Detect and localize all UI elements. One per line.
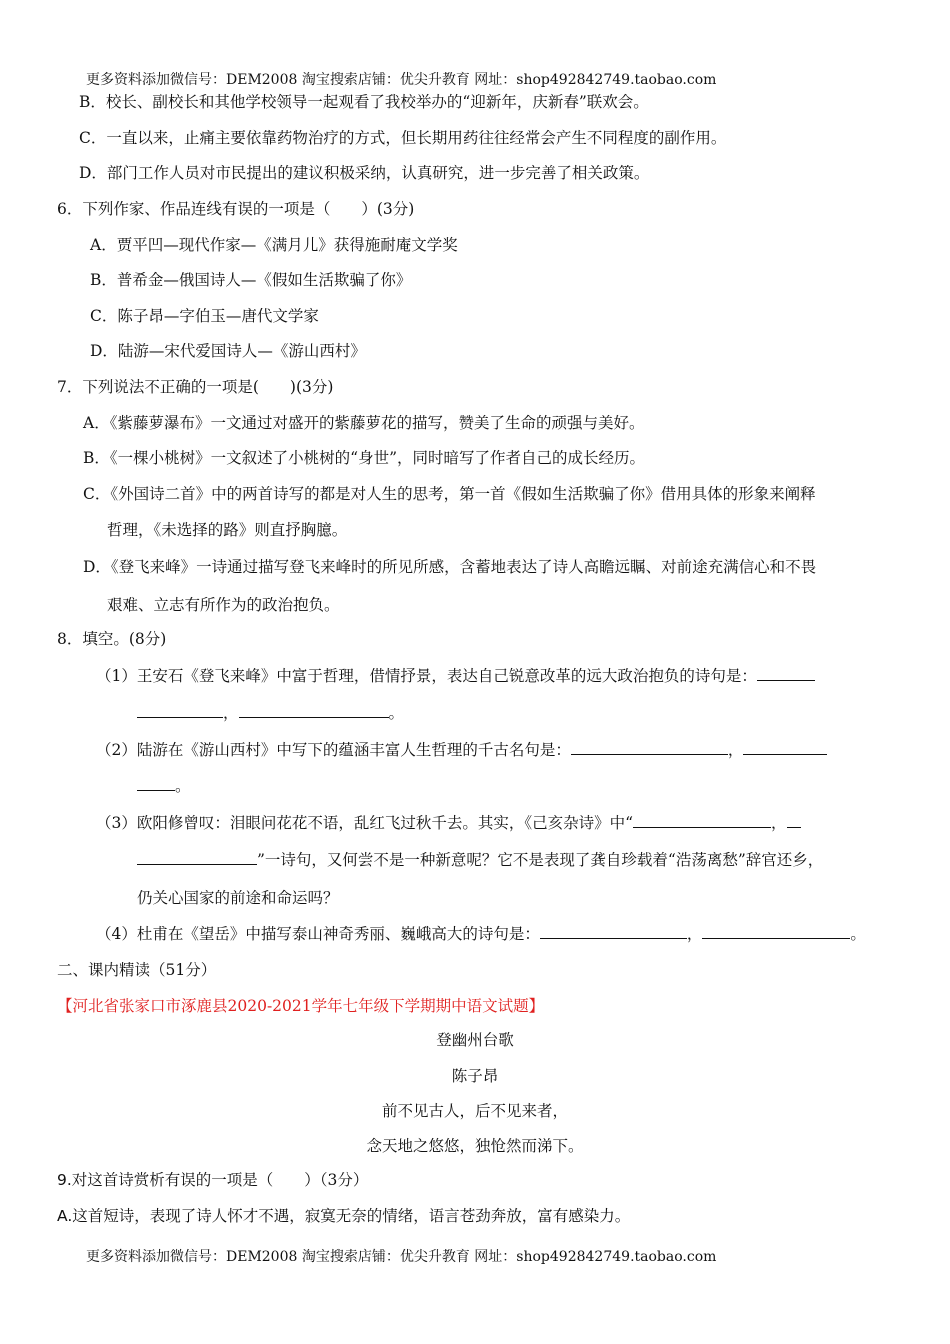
q5-option-c: C．一直以来，止痛主要依靠药物治疗的方式，但长期用药往往经常会产生不同程度的副作用。 [79, 129, 727, 147]
answer-blank[interactable] [757, 666, 815, 681]
answer-blank[interactable] [239, 703, 389, 718]
separator: ， [223, 704, 239, 722]
q7-option-d: D．《登飞来峰》一诗通过描写登飞来峰时的所见所感，含蓄地表达了诗人高瞻远瞩、对前途充满信心和不畏 [83, 558, 817, 576]
q8-item-3-text: （3）欧阳修曾叹：泪眼问花花不语，乱红飞过秋千去。其实，《己亥杂诗》中“ [96, 814, 634, 832]
q8-item-1-cont [137, 703, 404, 723]
page-footer: 更多资料添加微信号：DEM2008 淘宝搜索店铺：优尖升教育 网址：shop492842749.taobao.com [86, 1249, 717, 1265]
section-2-title: 二、课内精读（51分） [57, 961, 217, 979]
q9-option-a-text: 这首短诗，表现了诗人怀才不遇，寂寞无奈的情绪，语言苍劲奔放，富有感染力。 [72, 1207, 631, 1225]
answer-blank[interactable] [633, 813, 771, 828]
q7-option-d-cont: 艰难、立志有所作为的政治抱负。 [107, 596, 340, 614]
q8-item-4-text: （4）杜甫在《望岳》中描写泰山神奇秀丽、巍峨高大的诗句是： [96, 925, 540, 943]
q9-option-a-label: A. [57, 1207, 73, 1225]
answer-blank[interactable] [743, 740, 827, 755]
q8-item-3-cont [137, 850, 823, 870]
q8-stem: 8．填空。(8分) [57, 630, 167, 648]
q7-option-b: B．《一棵小桃树》一文叙述了小桃树的“身世”，同时暗写了作者自己的成长经历。 [83, 449, 645, 467]
q7-stem: 7．下列说法不正确的一项是( )(3分) [57, 378, 334, 396]
q6-option-a: A．贾平凹—现代作家—《满月儿》获得施耐庵文学奖 [90, 236, 458, 254]
q9-number: 9. [57, 1171, 72, 1189]
q8-item-1-text: （1）王安石《登飞来峰》中富于哲理，借情抒景，表达自己锐意改革的远大政治抱负的诗句是： [96, 667, 757, 685]
q8-item-1 [96, 666, 815, 686]
q6-option-b: B．普希金—俄国诗人—《假如生活欺骗了你》 [90, 271, 412, 289]
answer-blank[interactable] [702, 924, 850, 939]
q7-option-c: C．《外国诗二首》中的两首诗写的都是对人生的思考，第一首《假如生活欺骗了你》借用具体的形象来阐释 [83, 485, 816, 503]
answer-blank[interactable] [540, 924, 687, 939]
q5-option-b: B．校长、副校长和其他学校领导一起观看了我校举办的“迎新年，庆新春”联欢会。 [79, 93, 649, 111]
separator: ， [686, 925, 703, 943]
q6-option-d: D．陆游—宋代爱国诗人—《游山西村》 [90, 342, 366, 360]
answer-blank[interactable] [787, 813, 801, 828]
q8-item-3 [96, 813, 801, 833]
poem-author: 陈子昂 [451, 1067, 499, 1085]
q8-item-3-rest: ”一诗句，又何尝不是一种新意呢？它不是表现了龚自珍载着“浩荡离愁”辞官还乡， [257, 851, 824, 869]
separator: ， [771, 814, 787, 832]
answer-blank[interactable] [571, 740, 728, 755]
q7-option-c-cont: 哲理，《未选择的路》则直抒胸臆。 [107, 521, 348, 539]
end-mark: 。 [175, 777, 191, 795]
q9-stem [57, 1170, 368, 1190]
poem-line-1: 前不见古人，后不见来者， [381, 1102, 568, 1120]
answer-blank[interactable] [137, 850, 257, 865]
q8-item-2-cont [137, 776, 191, 796]
q5-option-d: D．部门工作人员对市民提出的建议积极采纳，认真研究，进一步完善了相关政策。 [79, 164, 650, 182]
source-label: 【河北省张家口市涿鹿县2020-2021学年七年级下学期期中语文试题】 [57, 997, 545, 1015]
q9-stem-text: 对这首诗赏析有误的一项是（ ）（3分） [71, 1171, 369, 1189]
q8-item-3-end: 仍关心国家的前途和命运吗？ [137, 889, 339, 907]
q8-item-4 [96, 924, 866, 944]
poem-title: 登幽州台歌 [436, 1031, 514, 1049]
page-header: 更多资料添加微信号：DEM2008 淘宝搜索店铺：优尖升教育 网址：shop492842749.taobao.com [86, 72, 717, 88]
separator: ， [727, 741, 744, 759]
answer-blank[interactable] [137, 703, 223, 718]
poem-line-2: 念天地之悠悠，独怆然而涕下。 [366, 1137, 584, 1155]
q7-option-a: A．《紫藤萝瀑布》一文通过对盛开的紫藤萝花的描写，赞美了生命的顽强与美好。 [83, 414, 645, 432]
end-mark: 。 [388, 704, 405, 722]
answer-blank[interactable] [137, 776, 175, 791]
end-mark: 。 [850, 925, 866, 943]
q6-option-c: C．陈子昂—字伯玉—唐代文学家 [90, 307, 319, 325]
q8-item-2-text: （2）陆游在《游山西村》中写下的蕴涵丰富人生哲理的千古名句是： [96, 741, 571, 759]
q8-item-2 [96, 740, 827, 760]
q9-option-a [57, 1206, 630, 1226]
q6-stem: 6．下列作家、作品连线有误的一项是（ ）(3分) [57, 200, 415, 218]
